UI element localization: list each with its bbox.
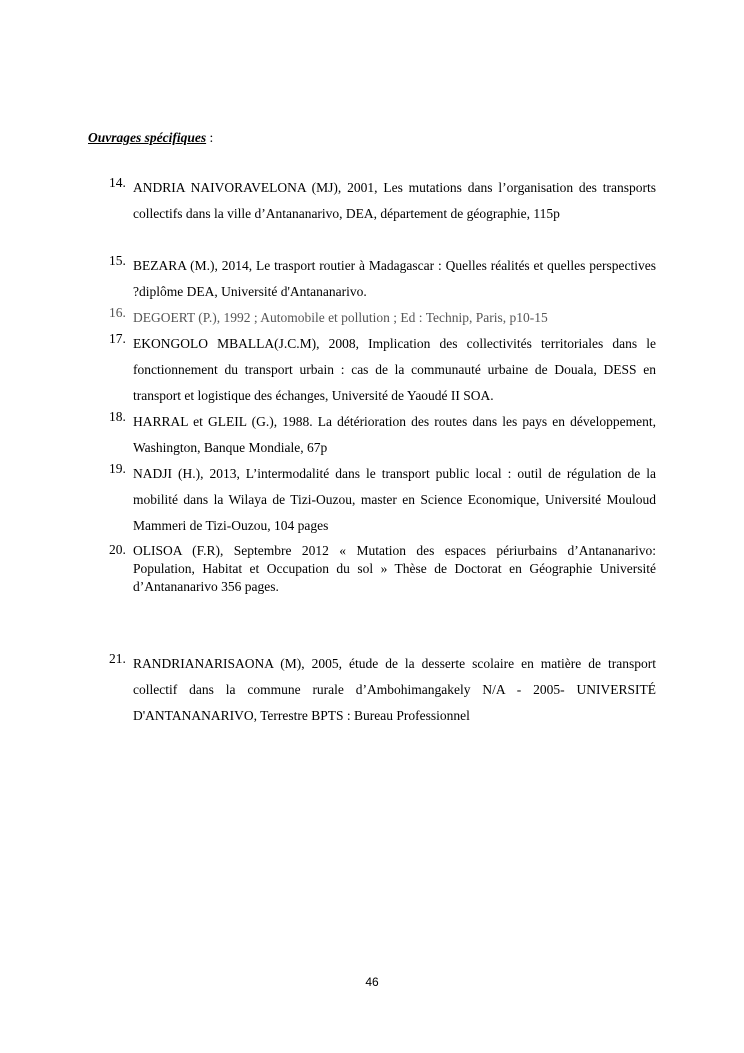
reference-text: ANDRIA NAIVORAVELONA (MJ), 2001, Les mutations dans l’organisation des transports collectifs dans la ville d’Antananarivo, DEA, département de géographie, 115p: [133, 180, 656, 221]
reference-text: BEZARA (M.), 2014, Le trasport routier à Madagascar : Quelles réalités et quelles perspectives ?diplôme DEA, Université d'Antananarivo.: [133, 258, 656, 299]
reference-text: NADJI (H.), 2013, L’intermodalité dans le transport public local : outil de régulation de la mobilité dans la Wilaya de Tizi-Ouzou, master en Science Economique, Université Mouloud Mammeri de Tizi-Ouzou, 104 pages: [133, 466, 656, 533]
page-number: 46: [365, 975, 379, 989]
reference-item: [109, 461, 656, 539]
reference-text: EKONGOLO MBALLA(J.C.M), 2008, Implication des collectivités territoriales dans le fonctionnement du transport urbain : cas de la communauté urbaine de Douala, DESS en transport et logistique des échanges, Université de Yaoudé II SOA.: [133, 336, 656, 403]
reference-text: OLISOA (F.R), Septembre 2012 « Mutation des espaces périurbains d’Antananarivo: Population, Habitat et Occupation du sol » Thèse de Doctorat en Géographie Université d’Antananarivo 356 pages.: [133, 543, 656, 594]
reference-number: 20.: [109, 542, 126, 557]
reference-item: [109, 409, 656, 461]
reference-item: [109, 175, 656, 227]
section-title-suffix: :: [206, 130, 214, 145]
reference-item: [109, 651, 656, 729]
reference-number: 15.: [109, 253, 126, 268]
reference-number: 14.: [109, 175, 126, 190]
reference-number: 19.: [109, 461, 126, 476]
section-heading: [88, 130, 213, 146]
reference-text: HARRAL et GLEIL (G.), 1988. La détérioration des routes dans les pays en développement, Washington, Banque Mondiale, 67p: [133, 414, 656, 455]
reference-text: DEGOERT (P.), 1992 ; Automobile et pollution ; Ed : Technip, Paris, p10-15: [133, 310, 548, 325]
reference-item: [109, 331, 656, 409]
reference-number: 21.: [109, 651, 126, 666]
reference-text: RANDRIANARISAONA (M), 2005, étude de la desserte scolaire en matière de transport collectif dans la commune rurale d’Ambohimangakely N/A - 2005- UNIVERSITÉ D'ANTANANARIVO, Terrestre BPTS : Bureau Professionnel: [133, 656, 656, 723]
reference-item: [109, 305, 656, 331]
reference-item: [109, 542, 656, 596]
reference-number: 17.: [109, 331, 126, 346]
reference-number: 18.: [109, 409, 126, 424]
reference-item: [109, 253, 656, 305]
section-title: Ouvrages spécifiques: [88, 130, 207, 145]
reference-number: 16.: [109, 305, 126, 320]
